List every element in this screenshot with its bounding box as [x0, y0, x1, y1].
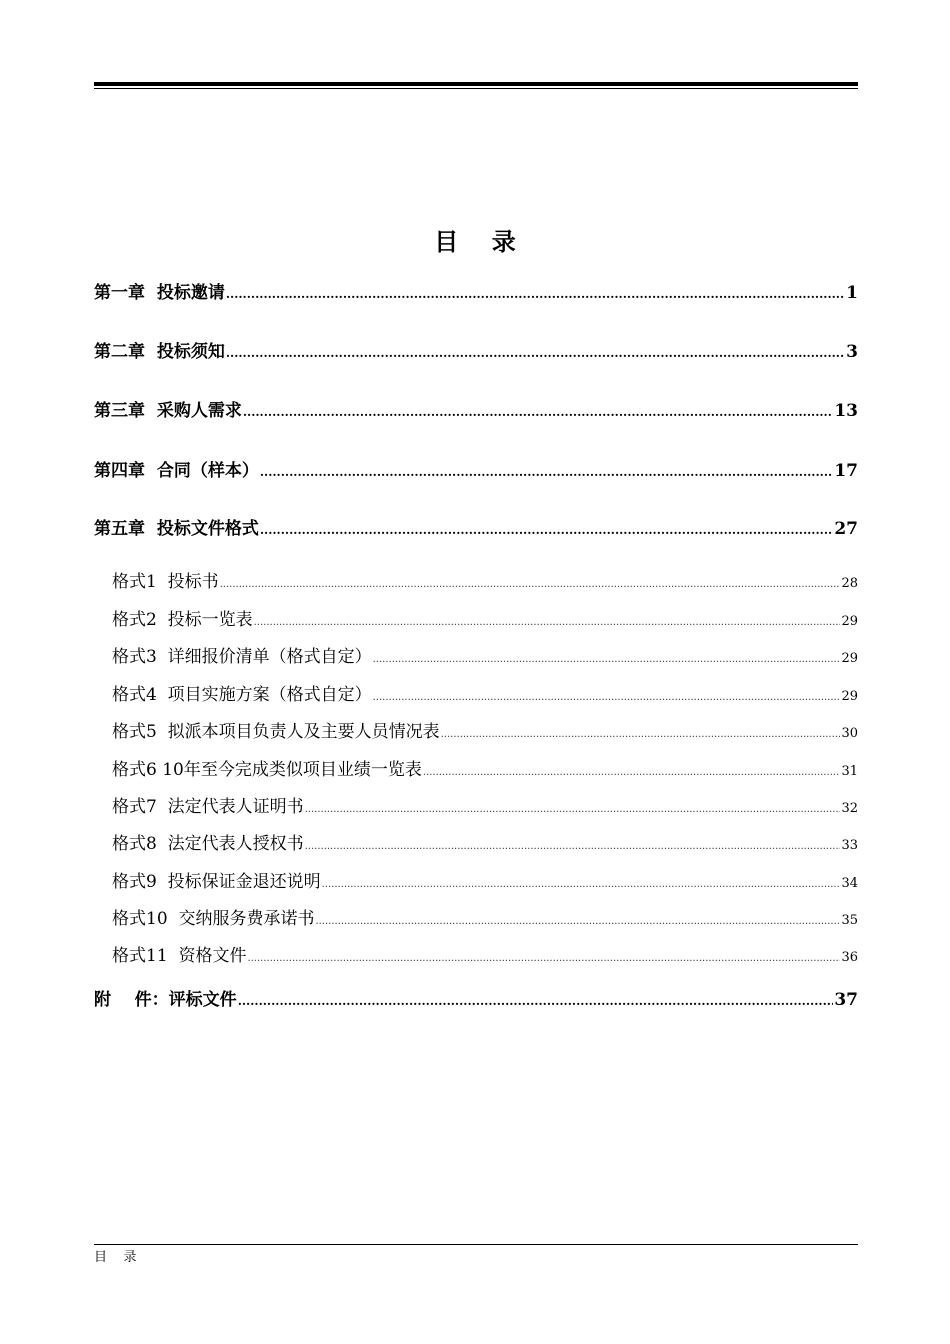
- toc-entry-label: 第一章 投标邀请: [94, 283, 225, 303]
- toc-entry-format-10[interactable]: [112, 904, 858, 929]
- toc-entry-page: 28: [841, 576, 858, 591]
- toc-entry-label: 格式8 法定代表人授权书: [112, 834, 304, 854]
- toc-leader-dots: [441, 729, 841, 740]
- toc-entry-format-9[interactable]: [112, 867, 858, 892]
- toc-entry-page: 34: [841, 876, 858, 891]
- toc-entry-page: 37: [834, 990, 858, 1010]
- toc-entry-page: 29: [841, 689, 858, 704]
- toc-entry-page: 3: [846, 342, 858, 362]
- toc-entry-format-5[interactable]: [112, 717, 858, 742]
- toc-entry-chapter-4[interactable]: [94, 456, 858, 481]
- toc-leader-dots: [254, 617, 841, 628]
- toc-entry-page: 1: [846, 283, 858, 303]
- toc-entry-label: 格式1 投标书: [112, 572, 219, 592]
- toc-entry-page: 13: [834, 401, 858, 421]
- toc-title-text: 目 录: [434, 227, 516, 256]
- toc-leader-dots: [238, 994, 834, 1008]
- toc-leader-dots: [305, 804, 841, 815]
- toc-entry-page: 29: [841, 651, 858, 666]
- toc-entry-page: 30: [841, 726, 858, 741]
- toc-entry-label: 格式3 详细报价清单（格式自定）: [112, 647, 372, 667]
- toc-entry-page: 29: [841, 614, 858, 629]
- toc-entry-label: 第五章 投标文件格式: [94, 519, 259, 539]
- toc-entry-appendix[interactable]: [94, 985, 858, 1010]
- toc-leader-dots: [226, 346, 845, 360]
- toc-entry-format-8[interactable]: [112, 829, 858, 854]
- footer-text: 目 录: [94, 1250, 137, 1265]
- toc-entry-label: 附 件：评标文件: [94, 990, 237, 1010]
- toc-entry-label: 格式7 法定代表人证明书: [112, 797, 304, 817]
- header-double-rule: [94, 82, 858, 89]
- toc-leader-dots: [373, 692, 841, 703]
- toc-entry-page: 17: [834, 461, 858, 481]
- toc-leader-dots: [322, 879, 841, 890]
- toc-entry-chapter-2[interactable]: [94, 337, 858, 362]
- toc-entry-format-11[interactable]: [112, 941, 858, 966]
- toc-entry-page: 27: [834, 519, 858, 539]
- toc-entry-label: 第四章 合同（样本）: [94, 461, 259, 481]
- toc-entry-label: 格式10 交纳服务费承诺书: [112, 909, 315, 929]
- toc-title: [0, 222, 950, 257]
- toc-leader-dots: [373, 654, 841, 665]
- toc-entry-label: 格式2 投标一览表: [112, 610, 253, 630]
- toc-leader-dots: [243, 405, 833, 419]
- toc-leader-dots: [220, 579, 841, 590]
- toc-entry-format-3[interactable]: [112, 642, 858, 667]
- footer-rule: [94, 1244, 858, 1245]
- toc-entry-chapter-3[interactable]: [94, 396, 858, 421]
- toc-entry-page: 35: [841, 913, 858, 928]
- toc-entry-page: 32: [841, 801, 858, 816]
- toc-entry-chapter-1[interactable]: [94, 278, 858, 303]
- toc-entry-format-2[interactable]: [112, 605, 858, 630]
- toc-entry-label: 格式5 拟派本项目负责人及主要人员情况表: [112, 722, 440, 742]
- toc-entry-chapter-5[interactable]: [94, 514, 858, 539]
- toc-entry-format-6[interactable]: [112, 755, 858, 780]
- toc-entry-label: 格式9 投标保证金退还说明: [112, 872, 321, 892]
- toc-leader-dots: [260, 465, 833, 479]
- toc-entry-format-1[interactable]: [112, 567, 858, 592]
- toc-entry-page: 36: [841, 950, 858, 965]
- toc-entry-label: 格式11 资格文件: [112, 946, 247, 966]
- toc-leader-dots: [423, 767, 841, 778]
- toc-entry-label: 格式4 项目实施方案（格式自定）: [112, 685, 372, 705]
- toc-leader-dots: [260, 523, 833, 537]
- toc-leader-dots: [315, 916, 840, 927]
- toc-leader-dots: [247, 953, 840, 964]
- toc-entry-label: 第二章 投标须知: [94, 342, 225, 362]
- toc-entry-label: 第三章 采购人需求: [94, 401, 242, 421]
- toc-entry-page: 33: [841, 838, 858, 853]
- toc-leader-dots: [226, 287, 845, 301]
- toc-entry-format-4[interactable]: [112, 680, 858, 705]
- toc-entry-format-7[interactable]: [112, 792, 858, 817]
- toc-entry-label: 格式6 10年至今完成类似项目业绩一览表: [112, 760, 422, 780]
- toc-leader-dots: [305, 841, 841, 852]
- toc-entry-page: 31: [841, 764, 858, 779]
